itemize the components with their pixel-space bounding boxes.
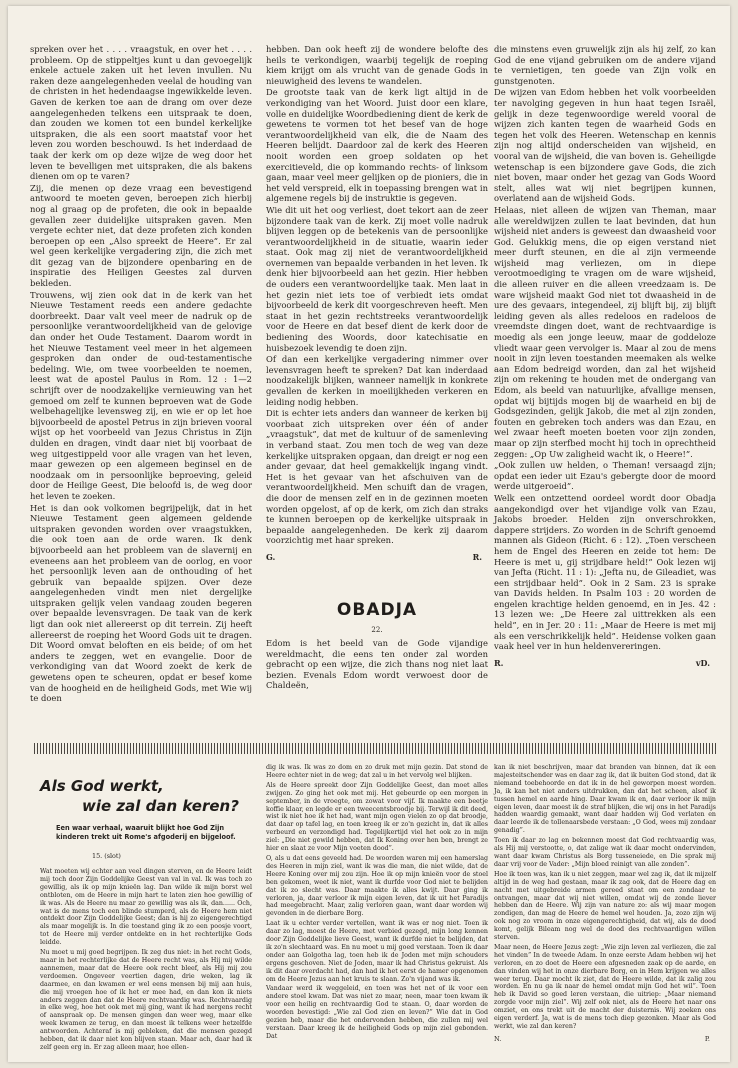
- paragraph: Helaas, niet alleen de wijzen van Theman, maar alle wereldwijzen zullen te laat bevinden, dat hun wijsheid niet anders is geweest dan dwaasheid voor God. Gelukkig mens, die op eigen verstand niet meer durft steunen, en die al zijn vermeende wijsheid mag verliezen, om in diepe verootmoediging te vragen om de ware wijsheid, die alleen ruiver en die alleen vreedzaam is. De ware wijsheid maakt God niet tot dwaasheid in de ure des gevaars, integendeel, zij blijft bij, zij blijft leiding geven als alles redeloos en radeloos de vreemdste dingen doet, want de rechtvaardige is moedig als een jonge leeuw, maar de goddeloze vliedt waar geen vervolger is. Maar al zou de mens nooit in zijn leven toestanden meemaken als welke aan Edom bedreigd worden, dan zal het wijsheid zijn om rekening te houden met de ondergang van Edom, als beeld van natuurlijke, afvallige mensen, opdat wij bijtijds mogen bij de waarheid en bij de Godsgezinden, gelijk Jakob, die met al zijn zonden, fouten en gebreken toch anders was dan Ezau, en wel zwaar heeft moeten boeten voor zijn zonden, maar op zijn sterfbed mocht hij toch in oprechtheid zeggen: „Op Uw zaligheid wacht ik, o Heere!”.: [494, 204, 716, 459]
- paragraph: kan ik niet beschrijven, maar dat branden van binnen, dat ik een majesteitschender was en daar zag ik, dat ik buiten God stond, dat ik niemand toebehoorde en dat ik in de hel geworpen moest worden. Ja, ik kan het niet anders uitdrukken, dan dat het scheen, alsof ik tussen hemel en aarde hing. Daar kwam ik en, daar verloor ik mijn eigen leven, daar moest ik de straf blijken, die wij ons in het Paradijs hadden waardig gemaakt, want daar hadden wij God verlaten en daar leerde ik de tollenaarsbede verstaan: „O God, wees mij zondaar genadig”.: [494, 764, 716, 835]
- paragraph: „Ook zullen uw helden, o Theman! versaagd zijn; opdat een ieder uit Ezau's gebergte door de moord werde uitgeroeid”.: [494, 460, 716, 492]
- paragraph: spreken over het . . . . vraagstuk, en over het . . . . probleem. Op de stippeltjes kunt u dan gevoegelijk enkele actuele zaken uit het leven invullen. Nu raken deze aangelegenheden veelal de houding van de christen in het hedendaagse ingewikkelde leven. Gaven de kerken toe aan de drang om over deze aangelegenheden telkens een uitspraak te doen, dan zouden we komen tot een bundel kerkelijke uitspraken, die als een soort maatstaf voor het leven zou worden beschouwd. Is het inderdaad de taak der kerk om op deze wijze de weg door het leven te bevelligen met uitspraken, die als bakens dienen om op te varen?: [30, 44, 252, 182]
- paragraph: Welk een ontzettend oordeel wordt door Obadja aangekondigd over het vijandige volk van Ezau, Jakobs broeder. Helden zijn onverschrokken, dappere strijders. Zo worden in de Schrift genoemd mannen als Gideon (Richt. 6 : 12). „Toen verscheen hem de Engel des Heeren en zeide tot hem: De Heere is met u, gij strijdbare held!” Ook lezen wij van Jefta (Richt. 11 : 1): „Jefta nu, de Gileadiet, was een strijdbaar held”. Ook in 2 Sam. 23 is sprake van Davids helden. In Psalm 103 : 20 worden de engelen krachtige helden genoemd, en in Jes. 42 : 13 lezen we: „De Heere zal uittrekken als een held”, en in Jer. 20 : 11: „Maar de Heere is met mij als een verschrikkelijk held”. Heidense volken gaan vaak heel ver in hun heldenvereringen.: [494, 492, 716, 652]
- paragraph: De wijzen van Edom hebben het volk voorbeelden ter navolging gegeven in hun haat tegen Israël, gelijk in deze tegenwoordige wereld vooral de wijzen zich kanten tegen de waarheid Gods en tegen het volk des Heeren. Wetenschap en kennis zijn nog altijd onderscheiden van wijsheid, en vooral van de wijsheid, die van boven is. Geheiligde wetenschap is een bijzondere gave Gods, die zich niet boven, maar onder het gezag van Gods Woord stelt, alles wat wij niet begrijpen kunnen, overlatend aan de wijsheid Gods.: [494, 87, 716, 204]
- obadja-heading: OBADJA: [336, 600, 418, 620]
- signature-initial-right: vD.: [695, 657, 710, 668]
- serial-column-2: [266, 764, 488, 1046]
- paragraph: Laat ik u echter verder vertellen, want ik was er nog niet. Toen ik daar zo lag, moest de Heere, met verbied gezegd, mijn long kennen door Zijn Goddelijke lieve Geest, want ik durfde niet te belijden, dat ik zo'n slechtaard was. En nu moet u mij goed verstaan. Toen ik daar onder aan Golgotha lag, toen heb ik de Joden met mijn schouders ergens geschoven. Niet de Joden, maar ik had Christus gekruist. Als ik dit daar overdacht had, dan had ik het eerst de hamer opgenomen om de Heere Jezus aan het kruis te slaan. Zo'n vijand was ik.: [266, 920, 488, 983]
- paragraph: Wie dit uit het oog verliest, doet tekort aan de zeer bijzondere taak van de kerk. Zij moet volle nadruk blijven leggen op de betekenis van de persoonlijke verantwoordelijkheid in de situatie, waarin ieder staat. Ook mag zij niet de verantwoordelijkheid overnemen van bepaalde verbanden in het leven. Ik denk hier bijvoorbeeld aan het gezin. Hier hebben de ouders een verantwoordelijke taak. Men laat in het gezin niet iets toe of verbiedt iets omdat bijvoorbeeld de kerk dit voorgeschreven heeft. Men staat in het gezin rechtstreeks verantwoordelijk voor de Heere en dat besef dient de kerk door de bediening des Woords, door katechisatie en huisbezoek levendig te doen zijn.: [266, 204, 488, 353]
- paragraph: Hoe ik toen was, kan ik u niet zeggen, maar wel zag ik, dat ik mijzelf altijd in de weg had gestaan, maar ik zag ook, dat de Heere dag en nacht met uitgebreide armen gereed staat om een zondaar te ontvangen, maar dat wij niet willen, omdat wij de zonde liever hebben dan de Heere. Wij zijn van nature zo: als wij maar mogen zondigen, dan mag de Heere de hemel wel houden. Ja, zozo zijn wij ook nog zo vroom in onze eigengerechtigheid, dat wij, als de dood komt, gelijk Bileam nog wel de dood des rechtvaardigen willen sterven.: [494, 870, 716, 942]
- serial-intro: Een waar verhaal, waaruit blijkt hoe God Zijn kinderen trekt uit Rome's afgoderij en bijgeloof.: [56, 824, 236, 841]
- obadja-installment-number: 22.: [371, 626, 383, 634]
- serial-article-title: [40, 776, 250, 816]
- paragraph: Vandaar werd ik weggeleid, en toen was het net of ik voor een andere stoel kwam. Dat was niet zo maar, neen, maar toen kwam ik voor een heilig en rechtvaardig God te staan. O, daar worden de woorden bevestigd: „Wie zal God zien en leven?” Wie dat in God gezien heb, maar die het ondervonden hebben, die zullen mij wel verstaan. Daar kreeg ik de heiligheid Gods op mijn ziel gebonden. Dat: [266, 985, 488, 1040]
- paragraph: Nu moet u mij goed begrijpen. Ik zeg dus niet: in het recht Gods, maar in het rechterlijke dat de Heere recht was, als Hij mij wilde aannemen, maar dat de Heere ook recht bleef, als Hij mij zou verdoemen. Ongeveer veertien dagen, drie weken, lag ik daarmee, en dan kwamen er wel eens mensen bij mij aan huis, die mij vroegen hoe of ik het er mee had, en dan kon ik niets anders zeggen dan dat de Heere rechtvaardig was. Rechtvaardig in elke weg, hoe het ook met mij ging, want ik had nergens recht of aanspraak op. De mensen gingen dan weer weg, maar elke week kwamen ze terug, en dan moest ik telkens weer hetzelfde antwoorden. Achteraf is mij gebleken, dat die mensen gezegd hebben, dat ik daar niet kon blijven staan. Maar ach, daar had ik zelf geen erg in. Er zag alleen maar, hoe ellen-: [40, 949, 252, 1051]
- paragraph: die minstens even gruwelijk zijn als hij zelf, zo kan God de ene vijand gebruiken om de andere vijand te vernietigen, ten goede van Zijn volk en gunstgenoten.: [494, 44, 716, 86]
- paragraph: De grootste taak van de kerk ligt altijd in de verkondiging van het Woord. Juist door een klare, volle en duidelijke Woordbediening dient de kerk de gewetens te vormen tot het besef van de hoge verantwoordelijkheid van elk, die de Naam des Heeren belijdt. Daardoor zal de kerk des Heeren nooit worden een groep soldaten op het exercitieveld, die op kommando rechts- of linksom gaan, maar veel meer gelijken op de pioniers, die in het veld verspreid, elk in toepassing brengen wat in algemene regels bij de instruktie is gegeven.: [266, 87, 488, 204]
- paragraph: Maar neen, de Heere Jezus zegt: „Wie zijn leven zal verliezen, die zal het vinden” In de tweede Adam. In onze eerste Adam hebben wij het verloren, en zo doet de Heere een afgesneden zaak op de aarde, en dan vinden wij het in onze dierbare Borg, en in Hem krijgen we alles weer terug. Daar mocht ik ziet, dat de Heere wilde, dat ik zalig zou worden. En nu ga ik naar de hemel omdat mijn God het wil”. Toen heb ik David so goed leren verstaan, die uitriep: „Maar niemand zorgde voor mijn ziel”. Wij zelf ook niet, als de Heere het naar ons omziet, en ons trekt uit de macht der duisternis. Wij zoeken ons eigen verderf. Ja, wat is de mens toch diep gezonken. Maar als God werkt, wie zal dan keren?: [494, 943, 716, 1030]
- paragraph: Of dan een kerkelijke vergadering nimmer over levensvragen heeft te spreken? Dat kan inderdaad noodzakelijk blijken, wanneer namelijk in konkrete gevallen de kerken in moeilijkheden verkeren en leiding nodig hebben.: [266, 354, 488, 407]
- main-article-column-1: [30, 44, 252, 730]
- section-divider: [34, 743, 716, 754]
- paragraph: Trouwens, wij zien ook dat in de kerk van het Nieuwe Testament reeds een andere gedachte doorbreekt. Daar valt veel meer de nadruk op de persoonlijke verantwoordelijkheid van de gelovige dan onder het Oude Testament. Daarom wordt in het Nieuwe Testament veel meer in het algemeen gesproken dan onder de oud-testamentische bedeling. Wie, om twee voorbeelden te noemen, leest wat de apostel Paulus in Rom. 12 : 1—2 schrijft over de noodzakelijke vernieuwing van het gemoed om zelf te kunnen beproeven wat de Gode welbehagelijke levensweg zij, en wie er op let hoe bijvoorbeeld de apostel Petrus in zijn brieven vooral wijst op het voorbeeld van Jezus Christus in Zijn dulden en dragen, vindt daar niet bij voorbaat de weg uitgestippeld voor alle vragen van het leven, maar gewezen op een algemeen beginsel en de noodzaak om in persoonlijke beproeving, geleid door de Heilige Geest, Die beloofd is, de weg door het leven te zoeken.: [30, 289, 252, 501]
- newspaper-page: [8, 6, 730, 1062]
- signature-initial-left: R.: [494, 657, 504, 668]
- signature-initial-right: P.: [704, 1034, 710, 1043]
- author-signature: [494, 658, 716, 668]
- paragraph: dig ik was. Ik was zo dom en zo druk met mijn gezin. Dat stond de Heere echter niet in de weg; dat zal u in het vervolg wel blijken.: [266, 764, 488, 779]
- serial-column-1: [40, 868, 252, 1051]
- paragraph: Als de Heere spreekt door Zijn Goddelijke Geest, dan moet alles zwijgen. Zo ging het ook met mij. Het gebeurde op een morgen in september, in de vroegte, om zowat voor vijf. Ik maakte een beetje koffie klaar, en legde er een tweecentsbroodje bij. Terwijl ik dit deed, wist ik niet hoe ik het had, want mijn ogen vielen zo op dat broodje, dat daar op tafel lag, en toen kreeg ik er zo'n gezicht in, dat ik alles verbeurd en verzondigd had. Tegelijkertijd viel het ook zo in mijn ziel: „Die niet gewild hebben, dat Ik Koning over hen ben, brengt ze hier en slaat ze voor Mijn voeten dood”.: [266, 781, 488, 853]
- signature-initial-right: R.: [472, 551, 482, 562]
- paragraph: Toen ik daar zo lag en bekennen moest dat God rechtvaardig was, als Hij mij verstootte, o, dat zalige wat ik daar mocht ondervinden, want daar kwam Christus als Borg tusseneiede, en Die sprak mij daar vrij voor de Vader: „Mijn bloed reinigt van alle zonden”.: [494, 837, 716, 868]
- main-article-column-2: [266, 44, 488, 562]
- signature-initial-left: N.: [494, 1034, 502, 1043]
- author-signature: [494, 1035, 716, 1043]
- signature-initial-left: G.: [266, 551, 276, 562]
- title-line-1: Als God werkt,: [40, 777, 164, 795]
- title-line-2: wie zal dan keren?: [82, 797, 239, 815]
- serial-column-3: [494, 764, 716, 1043]
- paragraph: Het is dan ook volkomen begrijpelijk, dat in het Nieuwe Testament geen algemeen geldende uitspraken gevonden worden over vraagstukken, die ook toen aan de orde waren. Ik denk bijvoorbeeld aan het probleem van de slavernij en eveneens aan het probleem van de oorlog, en voor het persoonlijk leven aan de onthouding of het gebruik van bepaalde spijzen. Over deze aangelegenheden vindt men niet dergelijke uitspraken gelijk velen vandaag zouden begeren over bepaalde levensvragen. De taak van de kerk ligt dan ook niet allereerst op dit terrein. Zij heeft allereerst de roeping het Woord Gods uit te dragen. Dit Woord omvat beloften en eis beide; of om het anders te zeggen, wet en evangelie. Door de verkondiging van dat Woord zoekt de kerk de gewetens open te scheuren, opdat er besef kome van de hoogheid en de heiligheid Gods, met Wie wij te doen: [30, 502, 252, 704]
- paragraph: Wat moeten wij echter aan veel dingen sterven, en de Heere leidt mij toch door Zijn Goddelijke Geest van val in val. Ik was toch zo gewillig, als ik op mijn knieën lag. Dan wilde ik mijn borst wel ontbloten, om de Heere in mijn hart te laten zien hoe gewillig of ik was. Als de Heere nu maar zo gewillig was als ik, dan...... Och, wat is de mens toch een blinde stumperd, als de Heere hem niet ontdekt door Zijn Goddelijke Geest; dan is hij zo eigengerechtigd als maar mogelijk is. In die toestand ging ik zo een poosje voort, tot de Heere mij verder ontdekte en in het rechterlijke Gods leidde.: [40, 868, 252, 947]
- installment-label: 15. (slot): [92, 852, 121, 860]
- paragraph: Edom is het beeld van de Gode vijandige wereldmacht, die eens ten onder zal worden gebracht op een wijze, die zich thans nog niet laat bezien. Evenals Edom wordt verwoest door de Chaldeën,: [266, 638, 488, 691]
- obadja-column-start: [266, 638, 488, 708]
- paragraph: hebben. Dan ook heeft zij de wondere belofte des heils te verkondigen, waarbij tegelijk de roeping kiem krijgt om als vrucht van de genade Gods in nieuwigheid des levens te wandelen.: [266, 44, 488, 86]
- paragraph: Zij, die menen op deze vraag een bevestigend antwoord te moeten geven, beroepen zich hierbij nog al graag op de profeten, die ook in bepaalde gevallen zeer duidelijke uitspraken gaven. Men vergete echter niet, dat deze profeten zich konden beroepen op een „Also spreekt de Heere”. Er zal wel geen kerkelijke vergadering zijn, die zich met dit gezag van de bijzondere openbaring en de inspiratie des Heiligen Geestes zal durven bekleden.: [30, 182, 252, 289]
- paragraph: O, als u dat eens geveeld had. De woorden waren mij een hamerslag des Heeren in mijn ziel, want ik was die man, die niet wilde, dat de Heere Koning over mij zou zijn. Hoe ik op mijn knieën voor de stoel ben gekomen, weet ik niet, want ik durfde voor God niet te belijden dat ik zo slecht was. Daar maakte ik alles kwijt. Daar ging ik verloren, ja, daar verloor ik mijn eigen leven, dat ik uit het Paradijs had meegebracht. Maar, zalig verloren gaan, want daar worden wij gevonden in de dierbare Borg.: [266, 854, 488, 918]
- author-signature: [266, 552, 488, 562]
- obadja-column-continued: [494, 44, 716, 690]
- paragraph: Dit is echter iets anders dan wanneer de kerken bij voorbaat zich uitspreken over één of ander „vraagstuk”, dat met de kultuur of de samenleving in verband staat. Zou men toch de weg van deze kerkelijke uitspraken opgaan, dan dreigt er nog een ander gevaar, dat heel gemakkelijk ingang vindt. Het is het gevaar van het afschuiven van de verantwoordelijkheid. Men schuift dan de vragen, die door de mensen zelf en in de gezinnen moeten worden opgelost, af op de kerk, om zich dan straks te kunnen beroepen op de kerkelijke uitspraak in bepaalde aangelegenheden. De kerk zij daarom voorzichtig met haar spreken.: [266, 408, 488, 546]
